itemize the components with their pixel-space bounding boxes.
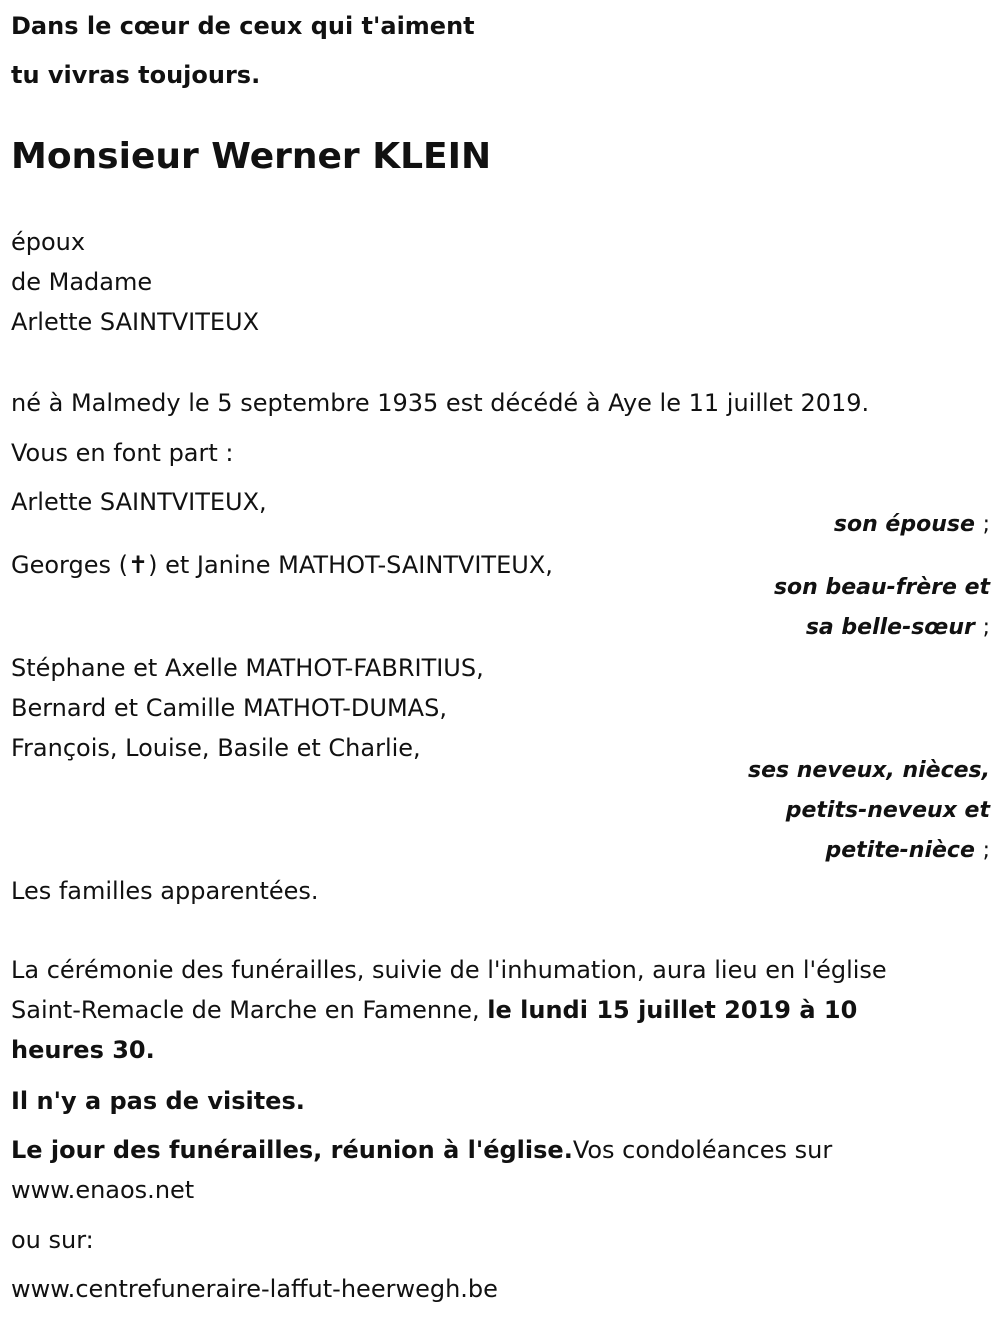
deceased-name: Monsieur Werner KLEIN	[11, 136, 492, 177]
verse-line-1: Dans le cœur de ceux qui t'aiment	[11, 12, 475, 40]
no-visit-notice: Il n'y a pas de visites.	[11, 1087, 305, 1115]
ceremony-line-3: heures 30.	[11, 1036, 155, 1064]
announce-line: Vous en font part :	[11, 439, 234, 467]
family-group-2-role-2: sa belle-sœur ;	[805, 615, 990, 640]
relation-label: époux	[11, 228, 86, 256]
family-group-3-role-3: petite-nièce ;	[825, 838, 990, 863]
ceremony-line-1: La cérémonie des funérailles, suivie de l'inhumation, aura lieu en l'église	[11, 956, 887, 984]
condolence-link-2[interactable]: www.centrefuneraire-laffut-heerwegh.be	[11, 1275, 498, 1303]
family-group-3-name-3: François, Louise, Basile et Charlie,	[11, 734, 421, 762]
or-label: ou sur:	[11, 1226, 94, 1254]
verse-line-2: tu vivras toujours.	[11, 61, 261, 89]
family-group-3-role-1: ses neveux, nièces,	[747, 758, 990, 783]
family-group-2-role-1: son beau-frère et	[773, 575, 990, 600]
family-group-3-name-2: Bernard et Camille MATHOT-DUMAS,	[11, 694, 447, 722]
family-group-3-role-2: petits-neveux et	[785, 798, 990, 823]
condolence-link-1[interactable]: www.enaos.net	[11, 1176, 195, 1204]
family-group-2-name: Georges (✝) et Janine MATHOT-SAINTVITEUX,	[11, 551, 553, 579]
family-group-1-role: son épouse ;	[833, 512, 990, 537]
birth-death-line: né à Malmedy le 5 septembre 1935 est décédé à Aye le 11 juillet 2019.	[11, 389, 870, 417]
family-group-1-name: Arlette SAINTVITEUX,	[11, 488, 267, 516]
ceremony-line-2: Saint-Remacle de Marche en Famenne, le lundi 15 juillet 2019 à 10	[11, 996, 858, 1024]
spouse-prefix: de Madame	[11, 268, 153, 296]
spouse-name: Arlette SAINTVITEUX	[11, 308, 260, 336]
ceremony-date: le lundi 15 juillet 2019 à 10	[487, 996, 858, 1024]
meeting-line: Le jour des funérailles, réunion à l'église.Vos condoléances sur	[11, 1136, 833, 1164]
family-group-3-name-1: Stéphane et Axelle MATHOT-FABRITIUS,	[11, 654, 484, 682]
related-families: Les familles apparentées.	[11, 877, 319, 905]
